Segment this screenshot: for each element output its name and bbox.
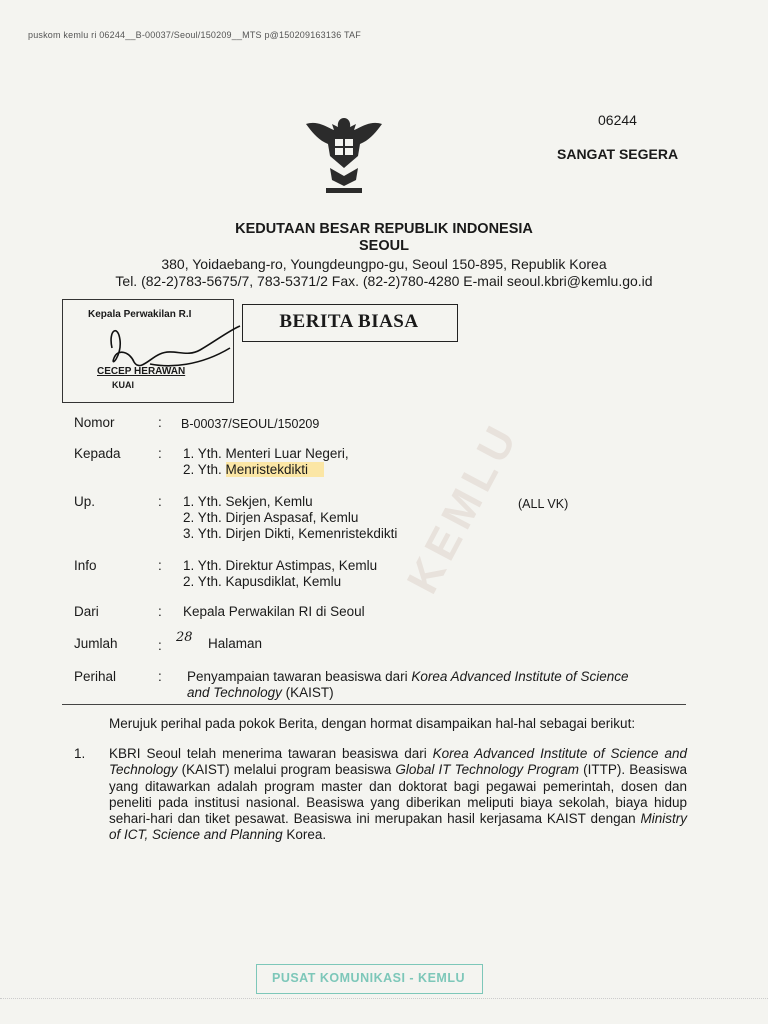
header-divider	[62, 704, 686, 705]
signatory-name: CECEP HERAWAN	[97, 366, 186, 377]
bottom-fax-dots	[0, 998, 768, 1000]
kepada-colon: :	[158, 446, 162, 461]
info-line-1: 1. Yth. Direktur Astimpas, Kemlu	[183, 558, 378, 573]
footer-stamp: PUSAT KOMUNIKASI - KEMLU	[271, 971, 465, 985]
up-line-2: 2. Yth. Dirjen Aspasaf, Kemlu	[183, 510, 359, 525]
dari-label: Dari	[74, 604, 99, 619]
perihal-colon: :	[158, 669, 162, 684]
watermark-text: KEMLU	[397, 413, 529, 602]
jumlah-label: Jumlah	[74, 636, 118, 651]
embassy-contact: Tel. (82-2)783-5675/7, 783-5371/2 Fax. (82-2)780-4280 E-mail seoul.kbri@kemlu.go.id	[115, 273, 653, 289]
jumlah-colon: :	[158, 638, 162, 653]
kepada-highlighted-recipient: Menristekdikti	[226, 462, 325, 477]
item-1-text-2: (KAIST) melalui program beasiswa	[177, 762, 396, 778]
perihal-line-2-text: (KAIST)	[281, 685, 334, 700]
nomor-value: B-00037/SEOUL/150209	[181, 417, 320, 431]
item-1-number: 1.	[74, 746, 86, 761]
jumlah-count-handwritten: 28	[176, 630, 193, 645]
document-number: 06244	[598, 112, 637, 128]
fax-header-line: puskom kemlu ri 06244__B-00037/Seoul/150209__MTS p@150209163136 TAF	[28, 30, 361, 40]
kepada-line-1: 1. Yth. Menteri Luar Negeri,	[183, 446, 349, 461]
intro-paragraph: Merujuk perihal pada pokok Berita, dengan hormat disampaikan hal-hal sebagai berikut:	[109, 716, 636, 731]
up-note: (ALL VK)	[518, 497, 569, 511]
dari-colon: :	[158, 604, 162, 619]
perihal-line-1-italic: Korea Advanced Institute of Science	[411, 669, 629, 684]
perihal-label: Perihal	[74, 669, 117, 684]
up-line-1: 1. Yth. Sekjen, Kemlu	[183, 494, 313, 509]
item-1-italic-2: Global IT Technology Program	[395, 762, 580, 778]
up-line-3: 3. Yth. Dirjen Dikti, Kemenristekdikti	[183, 526, 398, 541]
signature-title: Kepala Perwakilan R.I	[88, 309, 192, 320]
kepada-line-2	[183, 462, 324, 478]
perihal-line-2	[187, 685, 334, 701]
up-label: Up.	[74, 494, 96, 509]
item-1-text-1: KBRI Seoul telah menerima tawaran beasiswa dari	[109, 746, 433, 761]
info-line-2: 2. Yth. Kapusdiklat, Kemlu	[183, 574, 342, 589]
item-1-text-3: (ITTP). Beasiswa yang ditawarkan adalah program master dan doktorat bagi pegawai pemerintah, dosen dan peneliti pada institusi nasional. Beasiswa yang diberikan meliputi biaya sekolah, biaya hidup sehari-hari dan tiket pesawat. Beasiswa ini merupakan hasil kerjasama KAIST dengan	[109, 762, 687, 827]
info-label: Info	[74, 558, 97, 573]
item-1-paragraph	[109, 746, 687, 844]
urgency-label: SANGAT SEGERA	[557, 146, 679, 162]
perihal-line-2-italic: and Technology	[187, 685, 282, 700]
info-colon: :	[158, 558, 162, 573]
embassy-address: 380, Yoidaebang-ro, Youngdeungpo-gu, Seoul 150-895, Republik Korea	[161, 256, 607, 272]
item-1-italic-3: Ministry of ICT, Science and Planning	[109, 811, 687, 843]
perihal-line-1-text: Penyampaian tawaran beasiswa dari	[187, 669, 412, 684]
item-1-text-4: Korea.	[282, 827, 327, 843]
kepada-line-2-prefix: 2. Yth.	[183, 462, 226, 477]
embassy-name: KEDUTAAN BESAR REPUBLIK INDONESIA	[235, 221, 533, 237]
jumlah-unit: Halaman	[208, 636, 263, 651]
item-1-italic-1: Korea Advanced Institute of Science and Technology	[109, 746, 687, 778]
dari-value: Kepala Perwakilan RI di Seoul	[183, 604, 365, 619]
signatory-role: KUAI	[112, 380, 134, 390]
garuda-emblem-icon	[300, 110, 388, 198]
kepada-label: Kepada	[74, 446, 121, 461]
nomor-colon: :	[158, 415, 162, 430]
embassy-city: SEOUL	[359, 238, 409, 254]
message-type: BERITA BIASA	[279, 311, 419, 332]
up-colon: :	[158, 494, 162, 509]
perihal-line-1	[187, 669, 629, 685]
nomor-label: Nomor	[74, 415, 115, 430]
